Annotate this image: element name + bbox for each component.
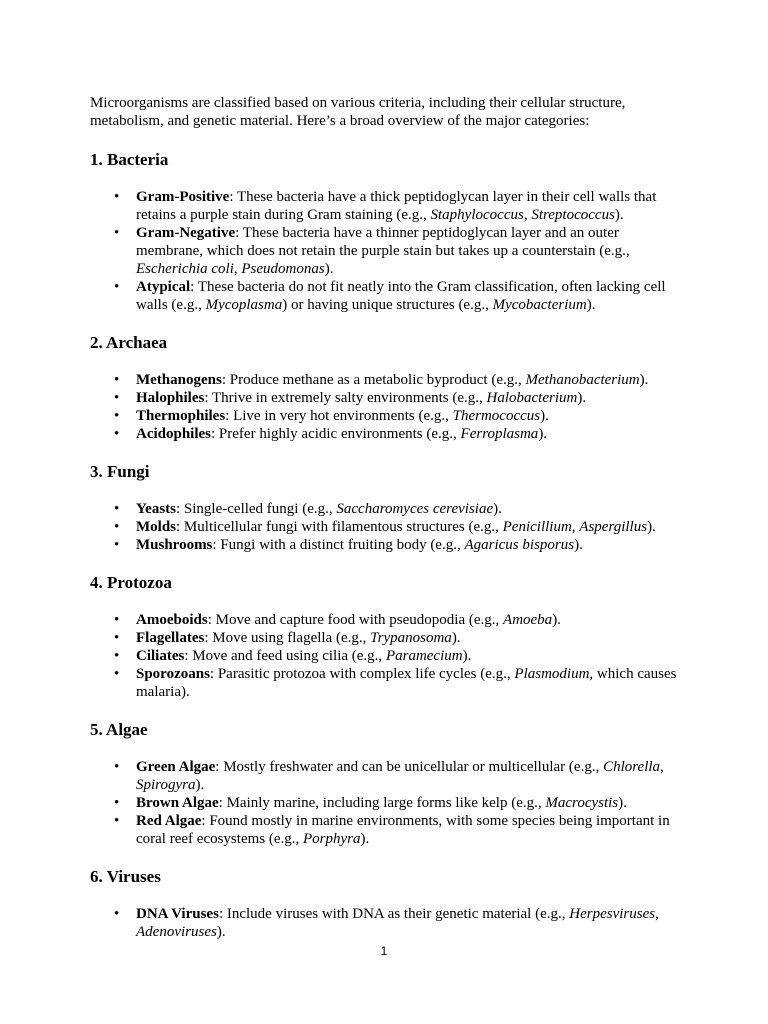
section-heading: 4. Protozoa: [90, 573, 172, 592]
bullet-list: [90, 611, 680, 701]
item-text: : Multicellular fungi with filamentous structures (e.g.,: [176, 519, 503, 535]
item-text: ).: [360, 831, 370, 847]
bullet-icon: •: [114, 612, 120, 628]
item-text: : Parasitic protozoa with complex life cycles (e.g.,: [209, 666, 515, 682]
item-term: Flagellates: [136, 630, 205, 646]
item-text: ).: [216, 924, 226, 940]
section-heading: 5. Algae: [90, 720, 148, 739]
item-text: ).: [577, 390, 587, 406]
section-heading: 6. Viruses: [90, 867, 161, 886]
item-term: Mushrooms: [136, 537, 213, 553]
item-text: : Single-celled fungi (e.g.,: [176, 501, 337, 517]
item-text: : Mainly marine, including large forms like kelp (e.g.,: [218, 795, 546, 811]
item-text: ).: [586, 297, 596, 313]
item-example: Pseudomonas: [241, 261, 325, 277]
bullet-icon: •: [114, 426, 120, 442]
list-item: [90, 278, 680, 314]
item-example: Paramecium: [385, 648, 463, 664]
item-text: ,: [233, 261, 242, 277]
section-heading: 1. Bacteria: [90, 150, 169, 169]
item-text: ,: [660, 759, 664, 775]
list-item: [90, 518, 680, 536]
list-item: [90, 425, 680, 443]
bullet-icon: •: [114, 813, 120, 829]
sections-container: [90, 150, 680, 941]
item-text: ).: [324, 261, 334, 277]
document-page: [90, 94, 680, 960]
bullet-icon: •: [114, 501, 120, 517]
item-text: ).: [618, 795, 627, 811]
item-text: ).: [493, 501, 502, 517]
list-item: [90, 812, 680, 848]
item-text: ).: [639, 372, 649, 388]
item-text: : Mostly freshwater and can be unicellular or multicellular (e.g.,: [215, 759, 604, 775]
item-text: ,: [571, 519, 580, 535]
item-text: ).: [574, 537, 583, 553]
item-term: Atypical: [136, 279, 191, 295]
item-example: Escherichia coli: [136, 261, 234, 277]
item-text: : Thrive in extremely salty environments (e.g.,: [204, 390, 487, 406]
item-example: Chlorella: [603, 759, 661, 775]
intro-paragraph: Microorganisms are classified based on various criteria, including their cellular structure, metabolism, and genetic material. Here’s a broad overview of the major categories:: [90, 95, 626, 129]
item-term: DNA Viruses: [136, 906, 219, 922]
item-text: : These bacteria have a thinner peptidoglycan layer and an outer membrane, which does not retain the purple stain but takes up a counterstain (e.g.,: [136, 225, 630, 259]
list-item: [90, 611, 680, 629]
item-term: Acidophiles: [136, 426, 212, 442]
bullet-icon: •: [114, 666, 120, 682]
bullet-list: [90, 188, 680, 314]
item-example: Aspergillus: [579, 519, 648, 535]
bullet-icon: •: [114, 372, 120, 388]
item-text: : Include viruses with DNA as their genetic material (e.g.,: [218, 906, 570, 922]
item-text: ,: [523, 207, 532, 223]
list-item: [90, 371, 680, 389]
bullet-list: [90, 500, 680, 554]
item-example: Streptococcus: [531, 207, 615, 223]
bullet-icon: •: [114, 189, 120, 205]
item-term: Thermophiles: [136, 408, 226, 424]
item-example: Penicillium: [502, 519, 572, 535]
list-item: [90, 629, 680, 647]
item-term: Amoeboids: [136, 612, 208, 628]
item-example: Spirogyra: [136, 777, 196, 793]
bullet-icon: •: [114, 795, 120, 811]
list-item: [90, 665, 680, 701]
item-text: ).: [552, 612, 561, 628]
section-heading: 2. Archaea: [90, 333, 168, 352]
section-heading: 3. Fungi: [90, 462, 150, 481]
item-term: Gram-Positive: [136, 189, 230, 205]
bullet-icon: •: [114, 630, 120, 646]
bullet-icon: •: [114, 225, 120, 241]
item-term: Ciliates: [136, 648, 185, 664]
item-text: ).: [451, 630, 461, 646]
item-text: : Move and feed using cilia (e.g.,: [184, 648, 386, 664]
item-example: Staphylococcus: [430, 207, 524, 223]
item-example: Macrocystis: [545, 795, 619, 811]
list-item: [90, 794, 680, 812]
item-term: Molds: [136, 519, 177, 535]
bullet-icon: •: [114, 390, 120, 406]
item-text: : These bacteria do not fit neatly into the Gram classification, often lacking cell walls (e.g.,: [136, 279, 666, 313]
item-term: Methanogens: [136, 372, 222, 388]
list-item: [90, 389, 680, 407]
item-text: : Produce methane as a metabolic byproduct (e.g.,: [221, 372, 526, 388]
bullet-list: [90, 758, 680, 848]
bullet-icon: •: [114, 519, 120, 535]
item-term: Gram-Negative: [136, 225, 236, 241]
item-text: ).: [540, 408, 549, 424]
list-item: [90, 758, 680, 794]
item-example: Trypanosoma: [370, 630, 452, 646]
item-text: : Move using flagella (e.g.,: [204, 630, 371, 646]
item-term: Sporozoans: [136, 666, 210, 682]
bullet-icon: •: [114, 759, 120, 775]
bullet-icon: •: [114, 648, 120, 664]
item-example: Thermococcus: [452, 408, 541, 424]
list-item: [90, 188, 680, 224]
item-text: ).: [538, 426, 548, 442]
item-example: Herpesviruses: [569, 906, 656, 922]
item-example: Saccharomyces cerevisiae: [336, 501, 494, 517]
item-term: Halophiles: [136, 390, 205, 406]
list-item: [90, 647, 680, 665]
item-term: Red Algae: [136, 813, 202, 829]
item-example: Porphyra: [303, 831, 361, 847]
bullet-icon: •: [114, 279, 120, 295]
item-text: : These bacteria have a thick peptidoglycan layer in their cell walls that retains a purple stain during Gram staining (e.g.,: [136, 189, 657, 223]
item-example: Ferroplasma: [460, 426, 539, 442]
bullet-list: [90, 905, 680, 941]
item-text: ,: [655, 906, 659, 922]
list-item: [90, 407, 680, 425]
item-example: Agaricus bisporus: [464, 537, 575, 553]
list-item: [90, 905, 680, 941]
list-item: [90, 224, 680, 278]
item-text: ).: [614, 207, 624, 223]
item-text: ) or having unique structures (e.g.,: [282, 297, 493, 313]
item-text: : Fungi with a distinct fruiting body (e.g.,: [212, 537, 465, 553]
item-text: : Prefer highly acidic environments (e.g.,: [211, 426, 461, 442]
list-item: [90, 536, 680, 554]
item-text: ).: [195, 777, 205, 793]
list-item: [90, 500, 680, 518]
item-text: ).: [647, 519, 656, 535]
item-example: Halobacterium: [486, 390, 578, 406]
item-text: , which causes malaria).: [136, 666, 677, 700]
bullet-icon: •: [114, 537, 120, 553]
item-example: Plasmodium: [514, 666, 590, 682]
item-term: Brown Algae: [136, 795, 219, 811]
item-example: Amoeba: [503, 612, 553, 628]
item-example: Mycobacterium: [492, 297, 587, 313]
item-text: : Live in very hot environments (e.g.,: [225, 408, 453, 424]
item-example: Adenoviruses: [136, 924, 217, 940]
bullet-icon: •: [114, 906, 120, 922]
item-text: : Move and capture food with pseudopodia (e.g.,: [207, 612, 504, 628]
item-example: Methanobacterium: [525, 372, 640, 388]
item-term: Yeasts: [136, 501, 176, 517]
item-example: Mycoplasma: [205, 297, 283, 313]
bullet-list: [90, 371, 680, 443]
item-term: Green Algae: [136, 759, 216, 775]
page-number: 1: [380, 944, 388, 958]
item-text: ).: [462, 648, 472, 664]
item-text: : Found mostly in marine environments, with some species being important in coral reef ecosystems (e.g.,: [136, 813, 670, 847]
bullet-icon: •: [114, 408, 120, 424]
